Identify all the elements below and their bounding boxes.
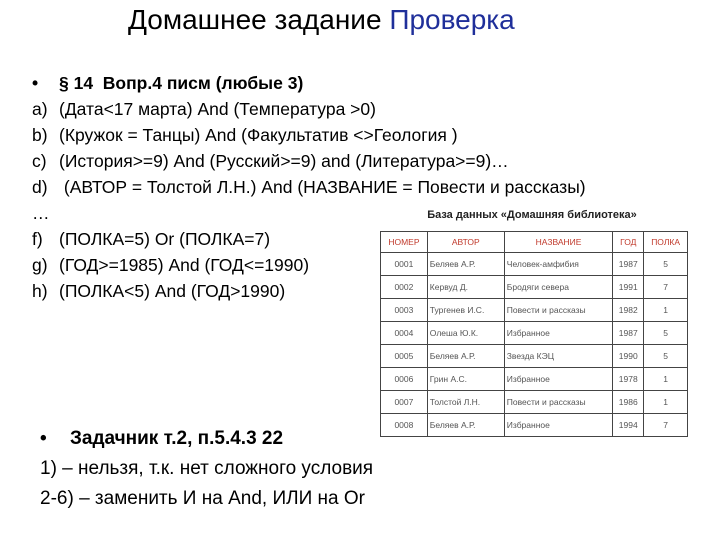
column-header: ПОЛКА [644,232,688,253]
table-cell: 1990 [613,345,644,368]
table-cell: 1 [644,368,688,391]
table-cell: 0005 [381,345,428,368]
list-marker: • [32,73,39,93]
table-cell: Беляев А.Р. [427,414,504,437]
table-cell: 0001 [381,253,428,276]
list-text: (История>=9) And (Русский>=9) and (Литература>=9)… [59,151,509,171]
list-marker: h) [32,281,48,301]
table-cell: 0002 [381,276,428,299]
list-item [32,70,586,96]
slide-title [128,4,515,36]
task-text: Задачник т.2, п.5.4.3 22 [70,428,284,449]
table-cell: 1978 [613,368,644,391]
table-cell: 5 [644,322,688,345]
table-cell: Толстой Л.Н. [427,391,504,414]
table-cell: 1994 [613,414,644,437]
library-table [380,231,688,437]
list-text: § 14 Вопр.4 писм (любые 3) [59,73,304,93]
table-cell: Олеша Ю.К. [427,322,504,345]
list-marker: b) [32,125,48,145]
table-caption: База данных «Домашняя библиотека» [427,209,637,221]
table-row [381,414,688,437]
table-cell: Избранное [504,414,612,437]
table-body [381,253,688,437]
table-cell: 7 [644,414,688,437]
table-cell: Человек-амфибия [504,253,612,276]
table-row [381,345,688,368]
table-cell: 0007 [381,391,428,414]
table-cell: 1 [644,299,688,322]
list-item [32,148,586,174]
list-text: (АВТОР = Толстой Л.Н.) And (НАЗВАНИЕ = Повести и рассказы) [59,177,586,197]
table-cell: 5 [644,345,688,368]
table-row [381,322,688,345]
list-item [32,122,586,148]
table-cell: 0006 [381,368,428,391]
table-cell: 7 [644,276,688,299]
task-heading [40,424,373,454]
table-row [381,368,688,391]
table-cell: 1987 [613,322,644,345]
table-row [381,253,688,276]
table-cell: 1 [644,391,688,414]
table-cell: Грин А.С. [427,368,504,391]
list-marker: a) [32,99,48,119]
table-header-row [381,232,688,253]
list-marker: f) [32,229,43,249]
table-cell: 1991 [613,276,644,299]
task-line-2: 2-6) – заменить И на And, ИЛИ на Or [40,488,365,509]
list-text: (ПОЛКА<5) And (ГОД>1990) [59,281,286,301]
table-cell: 1986 [613,391,644,414]
table-cell: 0008 [381,414,428,437]
column-header: ГОД [613,232,644,253]
title-accent: Проверка [389,4,515,35]
list-marker: … [32,203,50,223]
table-cell: 5 [644,253,688,276]
column-header: НОМЕР [381,232,428,253]
table-cell: Бродяги севера [504,276,612,299]
table-cell: Звезда КЭЦ [504,345,612,368]
table-row [381,276,688,299]
table-cell: 0004 [381,322,428,345]
column-header: АВТОР [427,232,504,253]
task-section [40,424,373,514]
table-cell: Повести и рассказы [504,299,612,322]
table-cell: 1987 [613,253,644,276]
table-cell: Повести и рассказы [504,391,612,414]
list-item [32,96,586,122]
table-row [381,391,688,414]
title-main: Домашнее задание [128,4,382,35]
column-header: НАЗВАНИЕ [504,232,612,253]
table-cell: 1982 [613,299,644,322]
list-marker: g) [32,255,48,275]
list-text: (Дата<17 марта) And (Температура >0) [59,99,376,119]
table-cell: Беляев А.Р. [427,253,504,276]
list-item [32,174,586,200]
table-cell: Тургенев И.С. [427,299,504,322]
table-cell: 0003 [381,299,428,322]
table-cell: Избранное [504,368,612,391]
table-row [381,299,688,322]
list-marker: d) [32,177,48,197]
list-text: (ГОД>=1985) And (ГОД<=1990) [59,255,310,275]
table-cell: Кервуд Д. [427,276,504,299]
list-text: (ПОЛКА=5) Or (ПОЛКА=7) [59,229,271,249]
list-text: (Кружок = Танцы) And (Факультатив <>Геология ) [59,125,458,145]
task-bullet: • [40,428,47,449]
table-cell: Беляев А.Р. [427,345,504,368]
task-line-1: 1) – нельзя, т.к. нет сложного условия [40,458,374,479]
database-table-image [370,205,694,430]
table-cell: Избранное [504,322,612,345]
list-marker: c) [32,151,47,171]
